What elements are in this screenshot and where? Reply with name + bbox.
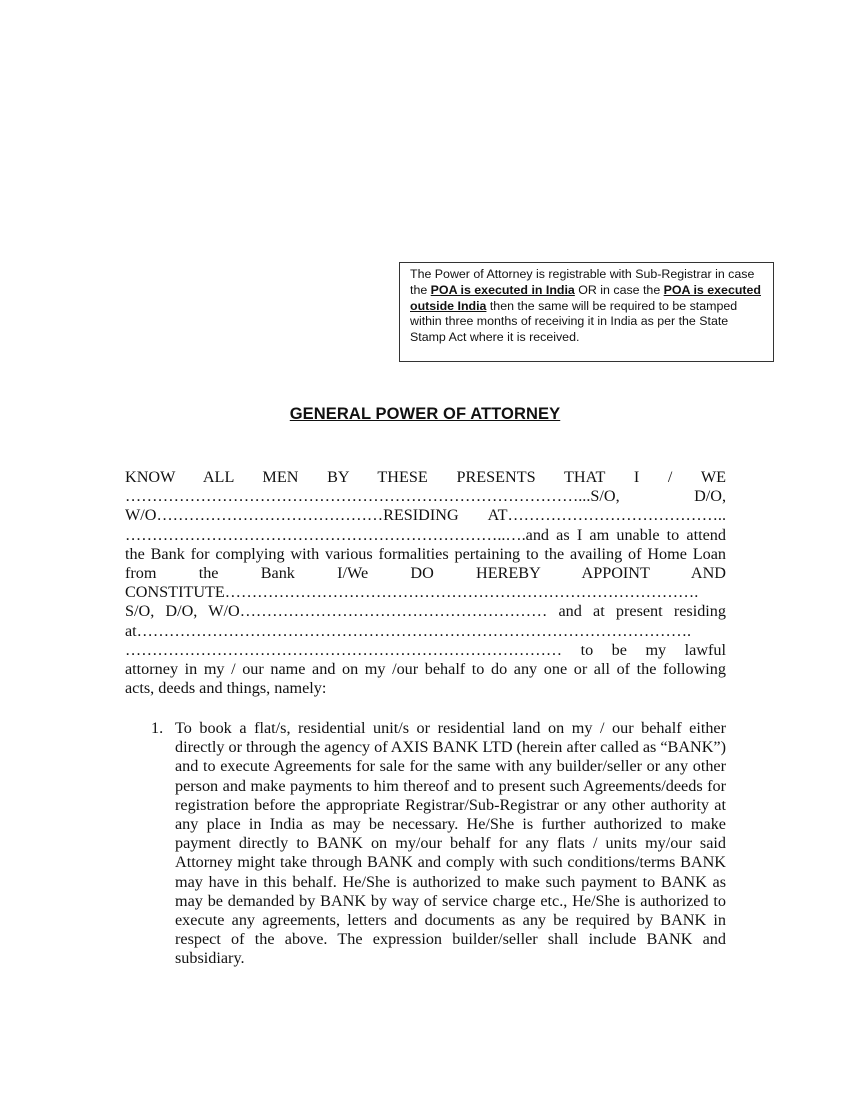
preamble-line: acts, deeds and things, namely:: [125, 679, 327, 698]
preamble-line: from the Bank I/We DO HEREBY APPOINT AND: [125, 563, 726, 582]
preamble-line: at………………………………………………………………………………………….: [125, 621, 692, 640]
preamble-line: attorney in my / our name and on my /our behalf to do any one or all of the following: [125, 659, 726, 678]
registration-notice-box: [399, 262, 774, 362]
preamble-line: CONSTITUTE…………………………………………………………………………….: [125, 583, 699, 602]
clause-text: To book a flat/s, residential unit/s or residential land on my / our behalf either directly or through the agency of AXIS BANK LTD (herein after called as “BANK”) and to execute Agreements for sale for the same with any builder/seller or any other person and make payments to him thereof and to present such Agreements/deeds for registration before the appropriate Registrar/Sub-Registrar or any other authority at any place in India as may be necessary. He/She is further authorized to make payment directly to BANK on my/our behalf for any flats / units my/our said Attorney might take through BANK and comply with such conditions/terms BANK may have in this behalf. He/She is authorized to make such payment to BANK as may be demanded by BANK by way of service charge etc., He/She is authorized to execute any agreements, letters and documents as any be required by BANK in respect of the above. The expression builder/seller shall include BANK and subsidiary.: [175, 719, 726, 968]
document-title: GENERAL POWER OF ATTORNEY: [289, 405, 561, 423]
preamble-line: W/O……………………………………RESIDING AT…………………………………..: [125, 506, 726, 525]
preamble-line: …………………………………………………………………………...S/O, D/O,: [125, 487, 726, 506]
notice-emphasis-india: POA is executed in India: [430, 282, 575, 297]
notice-text-part1: The Power of Attorney is registrable with Sub-Registrar in case the: [410, 267, 755, 297]
notice-text-part2: OR in case the: [574, 282, 664, 297]
notice-text-part3: then the same will be required to be stamped within three months of receiving it in India as per the State Stamp Act where it is received.: [410, 298, 738, 345]
preamble-line: S/O, D/O, W/O………………………………………………… and at present residing: [125, 602, 726, 621]
notice-emphasis-outside-india: POA is executed outside India: [410, 282, 761, 313]
preamble-paragraph: [125, 468, 726, 698]
preamble-line: the Bank for complying with various formalities pertaining to the availing of Home Loan: [125, 544, 726, 563]
clauses-list: [125, 719, 726, 969]
preamble-line: ……………………………………………………………………… to be my lawful: [125, 640, 726, 659]
clause-number: 1.: [151, 719, 164, 737]
preamble-line: KNOW ALL MEN BY THESE PRESENTS THAT I / WE: [125, 468, 726, 486]
preamble-line: ……………………………………………………………..….and as I am unable to attend: [125, 525, 726, 544]
clause-item: [125, 719, 726, 969]
